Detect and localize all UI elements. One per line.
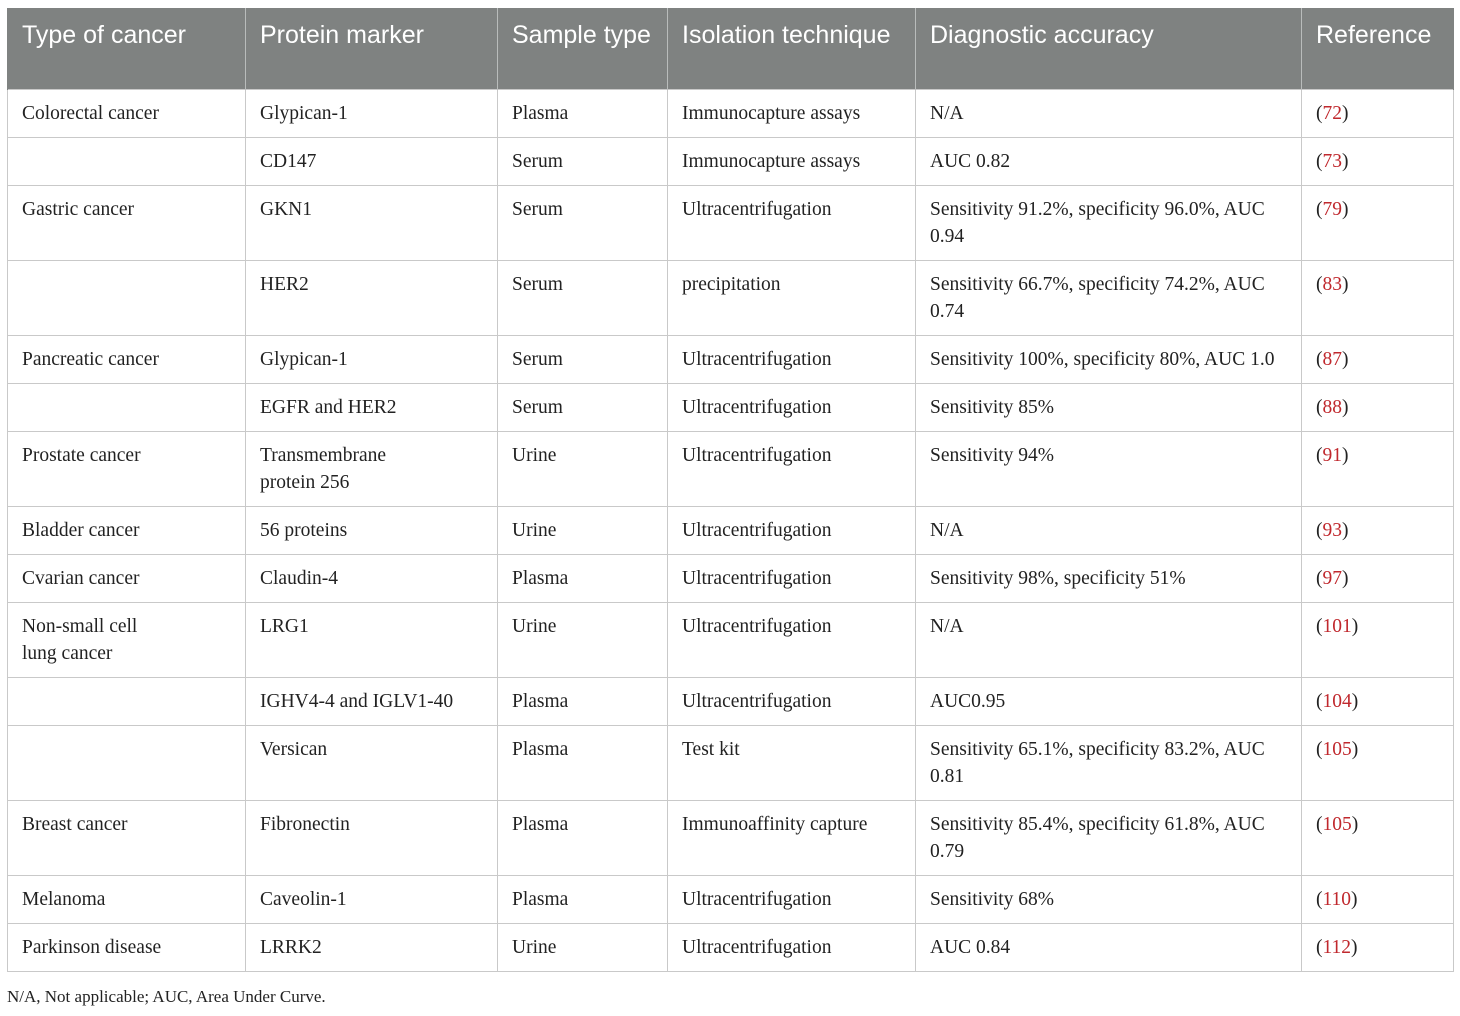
cell-sample-type: Urine xyxy=(498,432,668,507)
cell-cancer-type: Cvarian cancer xyxy=(8,555,246,603)
reference-link[interactable]: 112 xyxy=(1322,937,1352,958)
header-sample-type: Sample type xyxy=(498,9,668,90)
cell-cancer-type: Parkinson disease xyxy=(8,924,246,972)
cell-diagnostic-accuracy: Sensitivity 68% xyxy=(916,876,1302,924)
cell-cancer-type xyxy=(8,384,246,432)
cell-protein-marker: GKN1 xyxy=(246,186,498,261)
reference-link[interactable]: 105 xyxy=(1322,814,1352,835)
reference-link[interactable]: 87 xyxy=(1322,349,1342,370)
cell-isolation-technique: Immunocapture assays xyxy=(668,90,916,138)
cell-reference: (73) xyxy=(1302,138,1454,186)
cell-reference: (91) xyxy=(1302,432,1454,507)
table-row xyxy=(8,507,1454,555)
cell-sample-type: Serum xyxy=(498,138,668,186)
table-body xyxy=(8,90,1454,972)
table-footnote: N/A, Not applicable; AUC, Area Under Curve. xyxy=(7,987,326,1006)
cell-cancer-type: Pancreatic cancer xyxy=(8,336,246,384)
cell-sample-type: Plasma xyxy=(498,90,668,138)
cell-cancer-type: Non-small cell lung cancer xyxy=(8,603,246,678)
cell-sample-type: Serum xyxy=(498,384,668,432)
header-diagnostic-accuracy: Diagnostic accuracy xyxy=(916,9,1302,90)
cell-diagnostic-accuracy: Sensitivity 94% xyxy=(916,432,1302,507)
cell-diagnostic-accuracy: Sensitivity 85% xyxy=(916,384,1302,432)
cell-cancer-type: Colorectal cancer xyxy=(8,90,246,138)
cell-cancer-type xyxy=(8,678,246,726)
reference-link[interactable]: 88 xyxy=(1322,397,1342,418)
table-row xyxy=(8,801,1454,876)
table-row xyxy=(8,261,1454,336)
cell-sample-type: Plasma xyxy=(498,678,668,726)
table-row xyxy=(8,726,1454,801)
cell-cancer-type xyxy=(8,726,246,801)
cell-diagnostic-accuracy: AUC 0.82 xyxy=(916,138,1302,186)
cell-sample-type: Urine xyxy=(498,603,668,678)
cell-reference: (97) xyxy=(1302,555,1454,603)
reference-link[interactable]: 91 xyxy=(1322,445,1342,466)
cell-cancer-type: Gastric cancer xyxy=(8,186,246,261)
cell-isolation-technique: Ultracentrifugation xyxy=(668,603,916,678)
cell-sample-type: Urine xyxy=(498,924,668,972)
cell-protein-marker: HER2 xyxy=(246,261,498,336)
header-protein-marker: Protein marker xyxy=(246,9,498,90)
cell-diagnostic-accuracy: AUC0.95 xyxy=(916,678,1302,726)
cell-protein-marker: Glypican-1 xyxy=(246,90,498,138)
cell-sample-type: Plasma xyxy=(498,801,668,876)
cell-isolation-technique: Immunoaffinity capture xyxy=(668,801,916,876)
cell-isolation-technique: Ultracentrifugation xyxy=(668,384,916,432)
cell-reference: (110) xyxy=(1302,876,1454,924)
table-row xyxy=(8,90,1454,138)
cell-diagnostic-accuracy: Sensitivity 65.1%, specificity 83.2%, AUC 0.81 xyxy=(916,726,1302,801)
table-row xyxy=(8,876,1454,924)
table-row xyxy=(8,603,1454,678)
cell-sample-type: Serum xyxy=(498,186,668,261)
cell-reference: (101) xyxy=(1302,603,1454,678)
reference-link[interactable]: 83 xyxy=(1322,274,1342,295)
cell-diagnostic-accuracy: AUC 0.84 xyxy=(916,924,1302,972)
cell-diagnostic-accuracy: Sensitivity 85.4%, specificity 61.8%, AUC 0.79 xyxy=(916,801,1302,876)
reference-link[interactable]: 105 xyxy=(1322,739,1352,760)
cell-protein-marker: LRG1 xyxy=(246,603,498,678)
reference-link[interactable]: 101 xyxy=(1322,616,1352,637)
cell-isolation-technique: Immunocapture assays xyxy=(668,138,916,186)
cell-cancer-type: Breast cancer xyxy=(8,801,246,876)
cell-diagnostic-accuracy: N/A xyxy=(916,507,1302,555)
cell-diagnostic-accuracy: Sensitivity 91.2%, specificity 96.0%, AUC 0.94 xyxy=(916,186,1302,261)
cell-diagnostic-accuracy: Sensitivity 100%, specificity 80%, AUC 1.0 xyxy=(916,336,1302,384)
cell-reference: (104) xyxy=(1302,678,1454,726)
table-row xyxy=(8,138,1454,186)
cell-isolation-technique: Ultracentrifugation xyxy=(668,876,916,924)
cell-protein-marker: LRRK2 xyxy=(246,924,498,972)
cell-protein-marker: Claudin-4 xyxy=(246,555,498,603)
table-row xyxy=(8,384,1454,432)
cell-sample-type: Urine xyxy=(498,507,668,555)
cell-protein-marker: Glypican-1 xyxy=(246,336,498,384)
cell-protein-marker: EGFR and HER2 xyxy=(246,384,498,432)
cell-reference: (112) xyxy=(1302,924,1454,972)
cell-cancer-type: Melanoma xyxy=(8,876,246,924)
cell-sample-type: Plasma xyxy=(498,555,668,603)
cell-isolation-technique: Ultracentrifugation xyxy=(668,678,916,726)
cell-diagnostic-accuracy: N/A xyxy=(916,90,1302,138)
header-cancer-type: Type of cancer xyxy=(8,9,246,90)
cell-reference: (72) xyxy=(1302,90,1454,138)
cell-protein-marker: Fibronectin xyxy=(246,801,498,876)
table-row xyxy=(8,555,1454,603)
table-row xyxy=(8,186,1454,261)
cell-protein-marker: IGHV4-4 and IGLV1-40 xyxy=(246,678,498,726)
cell-reference: (87) xyxy=(1302,336,1454,384)
cell-sample-type: Serum xyxy=(498,336,668,384)
reference-link[interactable]: 79 xyxy=(1322,199,1342,220)
cell-reference: (88) xyxy=(1302,384,1454,432)
reference-link[interactable]: 73 xyxy=(1322,151,1342,172)
cell-diagnostic-accuracy: Sensitivity 66.7%, specificity 74.2%, AUC 0.74 xyxy=(916,261,1302,336)
table-row xyxy=(8,678,1454,726)
cell-reference: (83) xyxy=(1302,261,1454,336)
cell-cancer-type xyxy=(8,138,246,186)
reference-link[interactable]: 97 xyxy=(1322,568,1342,589)
table-container xyxy=(7,8,1453,972)
cell-isolation-technique: Ultracentrifugation xyxy=(668,507,916,555)
cell-sample-type: Plasma xyxy=(498,876,668,924)
cell-isolation-technique: Ultracentrifugation xyxy=(668,924,916,972)
cell-reference: (79) xyxy=(1302,186,1454,261)
table-row xyxy=(8,924,1454,972)
table-row xyxy=(8,432,1454,507)
cell-reference: (93) xyxy=(1302,507,1454,555)
reference-link[interactable]: 104 xyxy=(1322,691,1352,712)
cell-reference: (105) xyxy=(1302,726,1454,801)
header-isolation-technique: Isolation technique xyxy=(668,9,916,90)
table-header xyxy=(8,9,1454,90)
cancer-protein-marker-table xyxy=(7,8,1454,972)
cell-sample-type: Serum xyxy=(498,261,668,336)
cell-diagnostic-accuracy: N/A xyxy=(916,603,1302,678)
cell-cancer-type: Prostate cancer xyxy=(8,432,246,507)
cell-isolation-technique: Ultracentrifugation xyxy=(668,555,916,603)
cell-sample-type: Plasma xyxy=(498,726,668,801)
cell-protein-marker: 56 proteins xyxy=(246,507,498,555)
cell-protein-marker: Caveolin-1 xyxy=(246,876,498,924)
reference-link[interactable]: 110 xyxy=(1322,889,1352,910)
reference-link[interactable]: 72 xyxy=(1322,103,1342,124)
cell-protein-marker: CD147 xyxy=(246,138,498,186)
cell-reference: (105) xyxy=(1302,801,1454,876)
cell-protein-marker: Transmembrane protein 256 xyxy=(246,432,498,507)
cell-isolation-technique: Ultracentrifugation xyxy=(668,186,916,261)
reference-link[interactable]: 93 xyxy=(1322,520,1342,541)
table-row xyxy=(8,336,1454,384)
cell-protein-marker: Versican xyxy=(246,726,498,801)
cell-cancer-type: Bladder cancer xyxy=(8,507,246,555)
header-reference: Reference xyxy=(1302,9,1454,90)
cell-isolation-technique: Ultracentrifugation xyxy=(668,336,916,384)
cell-diagnostic-accuracy: Sensitivity 98%, specificity 51% xyxy=(916,555,1302,603)
cell-isolation-technique: precipitation xyxy=(668,261,916,336)
cell-cancer-type xyxy=(8,261,246,336)
header-row xyxy=(8,9,1454,90)
cell-isolation-technique: Ultracentrifugation xyxy=(668,432,916,507)
cell-isolation-technique: Test kit xyxy=(668,726,916,801)
